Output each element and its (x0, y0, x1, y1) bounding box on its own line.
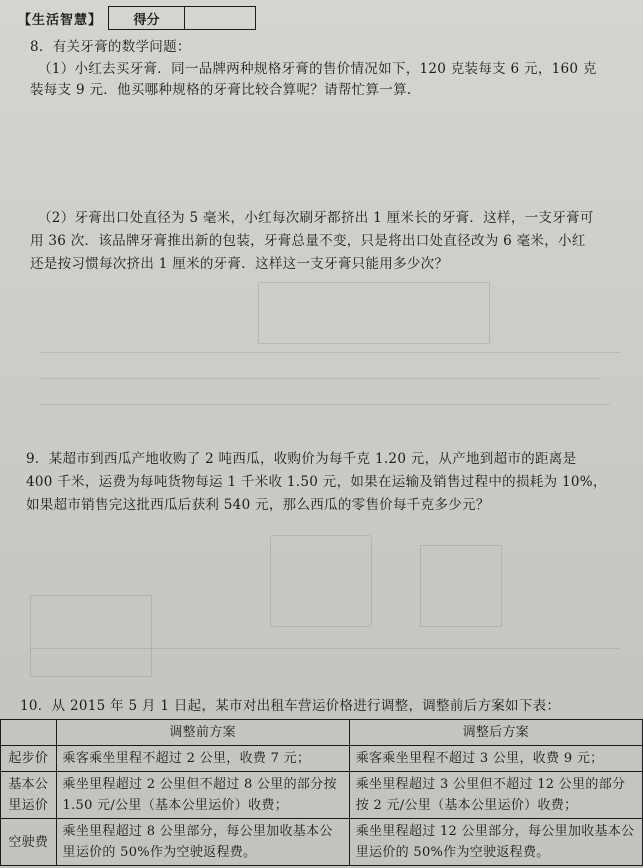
section-header (12, 6, 256, 30)
bleed-through-line (40, 352, 620, 353)
table-row (1, 746, 643, 772)
before-plan-cell: 乘坐里程超过 8 公里部分，每公里加收基本公里运价的 50%作为空驶返程费。 (56, 819, 349, 866)
before-plan-cell: 乘坐里程超过 2 公里但不超过 8 公里的部分按 1.50 元/公里（基本公里运价）收费； (56, 772, 349, 819)
q9-line: 如果超市销售完这批西瓜后获利 540 元，那么西瓜的零售价每千克多少元？ (26, 497, 490, 513)
q10-title: 10．从 2015 年 5 月 1 日起，某市对出租车营运价格进行调整，调整前后方案如下表： (20, 698, 561, 714)
q8-title: 8．有关牙膏的数学问题： (30, 39, 191, 55)
q9-line: 400 千米，运费为每吨货物每运 1 千米收 1.50 元，如果在运输及销售过程中的损耗为 10%， (26, 474, 607, 490)
row-label: 空驶费 (1, 819, 57, 866)
q8-part2-line: （2）牙膏出口处直径为 5 毫米，小红每次刷牙都挤出 1 厘米长的牙膏．这样，一支牙膏可 (38, 210, 594, 226)
q8-part1-line: 装每支 9 元．他买哪种规格的牙膏比较合算呢？请帮忙算一算. (30, 82, 412, 98)
row-label: 起步价 (1, 746, 57, 772)
score-field[interactable] (185, 6, 256, 30)
after-plan-cell: 乘客乘坐里程不超过 3 公里，收费 9 元； (349, 746, 642, 772)
fare-adjustment-table (0, 719, 643, 866)
bleed-through-line (40, 378, 600, 379)
bleed-through-figure (270, 535, 372, 627)
table-header-cell: 调整前方案 (56, 720, 349, 746)
row-label: 基本公里运价 (1, 772, 57, 819)
bleed-through-figure (420, 545, 502, 627)
table-header-cell (1, 720, 57, 746)
bleed-through-box (258, 282, 490, 344)
table-header-row (1, 720, 643, 746)
after-plan-cell: 乘坐里程超过 3 公里但不超过 12 公里的部分按 2 元/公里（基本公里运价）收费； (349, 772, 642, 819)
table-row (1, 772, 643, 819)
q8-part2-line: 用 36 次．该品牌牙膏推出新的包装，牙膏总量不变，只是将出口处直径改为 6 毫米，小红 (30, 233, 586, 249)
q8-part2-line: 还是按习惯每次挤出 1 厘米的牙膏．这样这一支牙膏只能用多少次？ (30, 256, 449, 272)
q9-line: 9．某超市到西瓜产地收购了 2 吨西瓜，收购价为每千克 1.20 元，从产地到超市的距离是 (26, 451, 577, 467)
table-row (1, 819, 643, 866)
bleed-through-line (30, 648, 620, 649)
score-label: 得分 (108, 6, 185, 30)
bleed-through-line (40, 404, 610, 405)
section-title: 【生活智慧】 (18, 12, 103, 28)
table-header-cell: 调整后方案 (349, 720, 642, 746)
bleed-through-figure (30, 595, 152, 677)
q8-part1-line: （1）小红去买牙膏．同一品牌两种规格牙膏的售价情况如下，120 克装每支 6 元，160 克 (38, 61, 597, 77)
before-plan-cell: 乘客乘坐里程不超过 2 公里，收费 7 元； (56, 746, 349, 772)
after-plan-cell: 乘坐里程超过 12 公里部分，每公里加收基本公里运价的 50%作为空驶返程费。 (349, 819, 642, 866)
